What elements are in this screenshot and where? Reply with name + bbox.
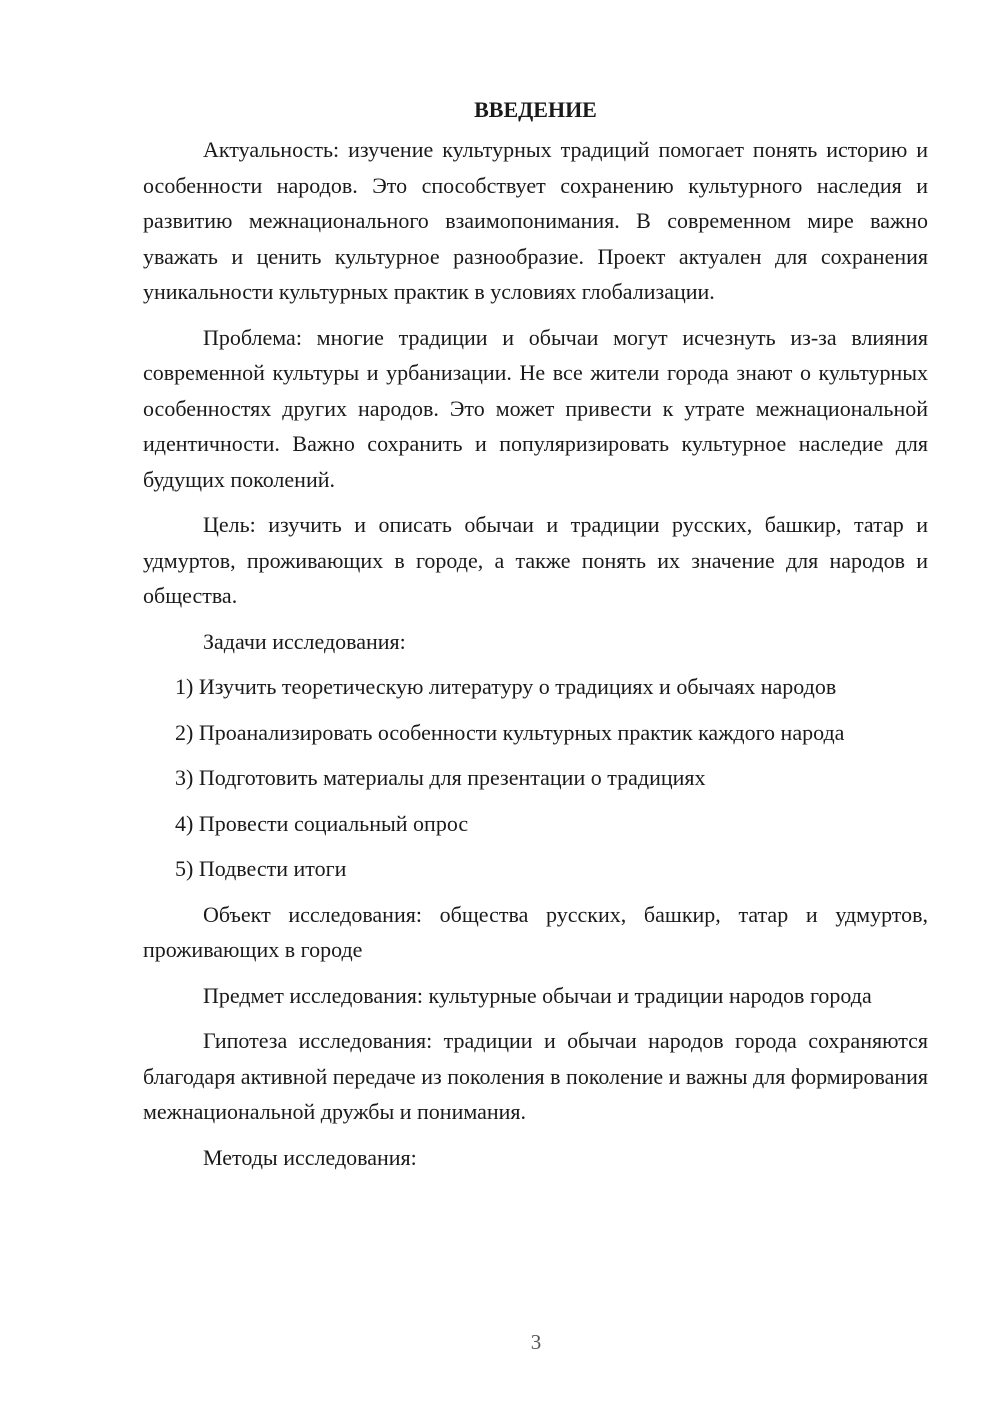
hypothesis-paragraph: Гипотеза исследования: традиции и обычаи народов города сохраняются благодаря активной передаче из поколения в поколение и важны для формирования межнациональной дружбы и понимания.	[143, 1028, 928, 1124]
task-item-4: 4) Провести социальный опрос	[175, 810, 469, 836]
page-title: ВВЕДЕНИЕ	[474, 97, 597, 122]
subject-paragraph: Предмет исследования: культурные обычаи и традиции народов города	[203, 982, 872, 1008]
page-number: 3	[530, 1330, 542, 1354]
problem-paragraph: Проблема: многие традиции и обычаи могут исчезнуть из-за влияния современной культуры и урбанизации. Не все жители города знают о культурных особенностях других народов. Это может привести к утрате межнациональной идентичности. Важно сохранить и популяризировать культурное наследие для будущих поколений.	[143, 324, 928, 492]
document-page	[143, 92, 928, 1175]
object-paragraph: Объект исследования: общества русских, башкир, татар и удмуртов, проживающих в городе	[143, 901, 928, 962]
task-item-5: 5) Подвести итоги	[175, 856, 347, 881]
relevance-paragraph: Актуальность: изучение культурных традиций помогает понять историю и особенности народов. Это способствует сохранению культурного наследия и развитию межнационального взаимопонимания. В современном мире важно уважать и ценить культурное разнообразие. Проект актуален для сохранения уникальности культурных практик в условиях глобализации.	[143, 137, 928, 304]
task-item-3: 3) Подготовить материалы для презентации о традициях	[175, 765, 706, 790]
tasks-heading: Задачи исследования:	[203, 628, 406, 654]
task-item-2: 2) Проанализировать особенности культурных практик каждого народа	[175, 719, 845, 745]
methods-heading: Методы исследования:	[203, 1144, 417, 1170]
goal-paragraph: Цель: изучить и описать обычаи и традиции русских, башкир, татар и удмуртов, проживающих в городе, а также понять их значение для народов и общества.	[143, 512, 928, 608]
task-item-1: 1) Изучить теоретическую литературу о традициях и обычаях народов	[175, 674, 837, 699]
